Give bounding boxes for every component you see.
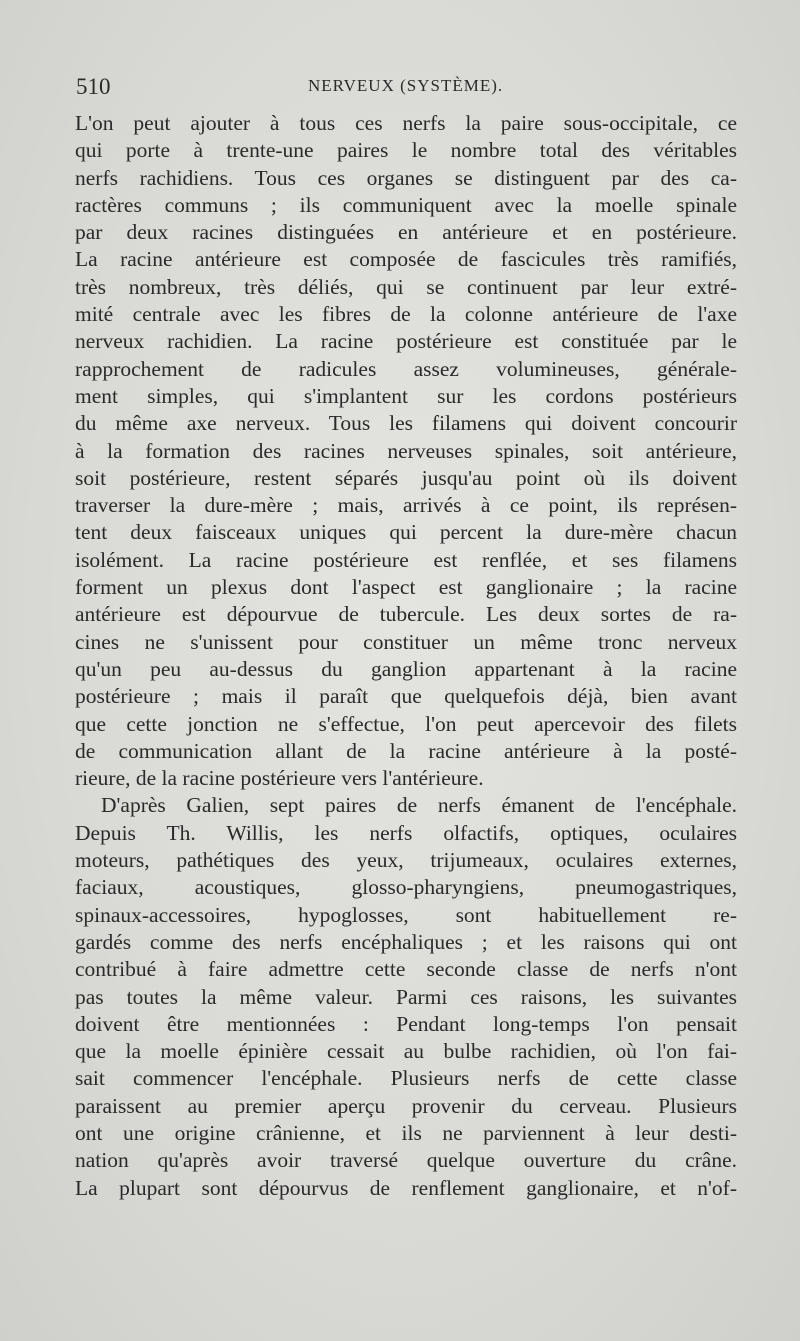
- text-line: nerfs rachidiens. Tous ces organes se distinguent par des ca-: [75, 165, 737, 190]
- text-line: cines ne s'unissent pour constituer un même tronc nerveux: [75, 629, 737, 654]
- text-line: gardés comme des nerfs encéphaliques ; et les raisons qui ont: [75, 929, 737, 954]
- text-line: La plupart sont dépourvus de renflement ganglionaire, et n'of-: [75, 1175, 737, 1200]
- text-line: doivent être mentionnées : Pendant long-temps l'on pensait: [75, 1011, 737, 1036]
- text-line: spinaux-accessoires, hypoglosses, sont habituellement re-: [75, 902, 737, 927]
- running-head: NERVEUX (SYSTÈME).: [308, 76, 504, 95]
- text-line: qui porte à trente-une paires le nombre total des véritables: [75, 138, 737, 163]
- text-line: par deux racines distinguées en antérieure et en postérieure.: [75, 220, 737, 245]
- text-line: du même axe nerveux. Tous les filamens qui doivent concourir: [75, 411, 737, 436]
- text-line: La racine antérieure est composée de fascicules très ramifiés,: [75, 247, 737, 272]
- text-line: antérieure est dépourvue de tubercule. Les deux sortes de ra-: [75, 602, 737, 627]
- text-line: faciaux, acoustiques, glosso-pharyngiens, pneumogastriques,: [75, 875, 737, 900]
- text-line: isolément. La racine postérieure est renflée, et ses filamens: [75, 547, 737, 572]
- text-line: L'on peut ajouter à tous ces nerfs la paire sous-occipitale, ce: [75, 111, 737, 135]
- text-line: D'après Galien, sept paires de nerfs émanent de l'encéphale.: [101, 793, 737, 818]
- text-line: forment un plexus dont l'aspect est ganglionaire ; la racine: [75, 575, 737, 600]
- text-line: moteurs, pathétiques des yeux, trijumeaux, oculaires externes,: [75, 848, 737, 873]
- text-line: postérieure ; mais il paraît que quelquefois déjà, bien avant: [75, 684, 737, 709]
- text-line: ont une origine crânienne, et ils ne parviennent à leur desti-: [75, 1120, 737, 1145]
- text-line: mité centrale avec les fibres de la colonne antérieure de l'axe: [75, 302, 737, 327]
- text-line: très nombreux, très déliés, qui se continuent par leur extré-: [75, 274, 737, 299]
- paragraph: [75, 110, 737, 792]
- text-line: contribué à faire admettre cette seconde classe de nerfs n'ont: [75, 957, 737, 982]
- text-line: nation qu'après avoir traversé quelque ouverture du crâne.: [75, 1148, 737, 1173]
- text-line: de communication allant de la racine antérieure à la posté-: [75, 738, 737, 763]
- text-line: traverser la dure-mère ; mais, arrivés à ce point, ils représen-: [75, 493, 737, 518]
- text-line: tent deux faisceaux uniques qui percent la dure-mère chacun: [75, 520, 737, 545]
- page-header: [76, 72, 736, 102]
- text-line: qu'un peu au-dessus du ganglion appartenant à la racine: [75, 656, 737, 681]
- text-line: rapprochement de radicules assez volumineuses, générale-: [75, 356, 737, 381]
- paragraph: [75, 792, 737, 1201]
- text-line: rieure, de la racine postérieure vers l'antérieure.: [75, 766, 484, 791]
- text-line: que cette jonction ne s'effectue, l'on peut apercevoir des filets: [75, 711, 737, 736]
- text-line: soit postérieure, restent séparés jusqu'au point où ils doivent: [75, 465, 737, 490]
- text-line: pas toutes la même valeur. Parmi ces raisons, les suivantes: [75, 984, 737, 1009]
- text-line: sait commencer l'encéphale. Plusieurs nerfs de cette classe: [75, 1066, 737, 1091]
- text-line: ractères communs ; ils communiquent avec la moelle spinale: [75, 192, 737, 217]
- body-text: [75, 110, 737, 1202]
- text-line: que la moelle épinière cessait au bulbe rachidien, où l'on fai-: [75, 1039, 737, 1064]
- text-line: à la formation des racines nerveuses spinales, soit antérieure,: [75, 438, 737, 463]
- text-line: Depuis Th. Willis, les nerfs olfactifs, optiques, oculaires: [75, 820, 737, 845]
- page-number: 510: [76, 74, 111, 99]
- text-line: nerveux rachidien. La racine postérieure est constituée par le: [75, 329, 737, 354]
- text-line: ment simples, qui s'implantent sur les cordons postérieurs: [75, 383, 737, 408]
- text-line: paraissent au premier aperçu provenir du cerveau. Plusieurs: [75, 1093, 737, 1118]
